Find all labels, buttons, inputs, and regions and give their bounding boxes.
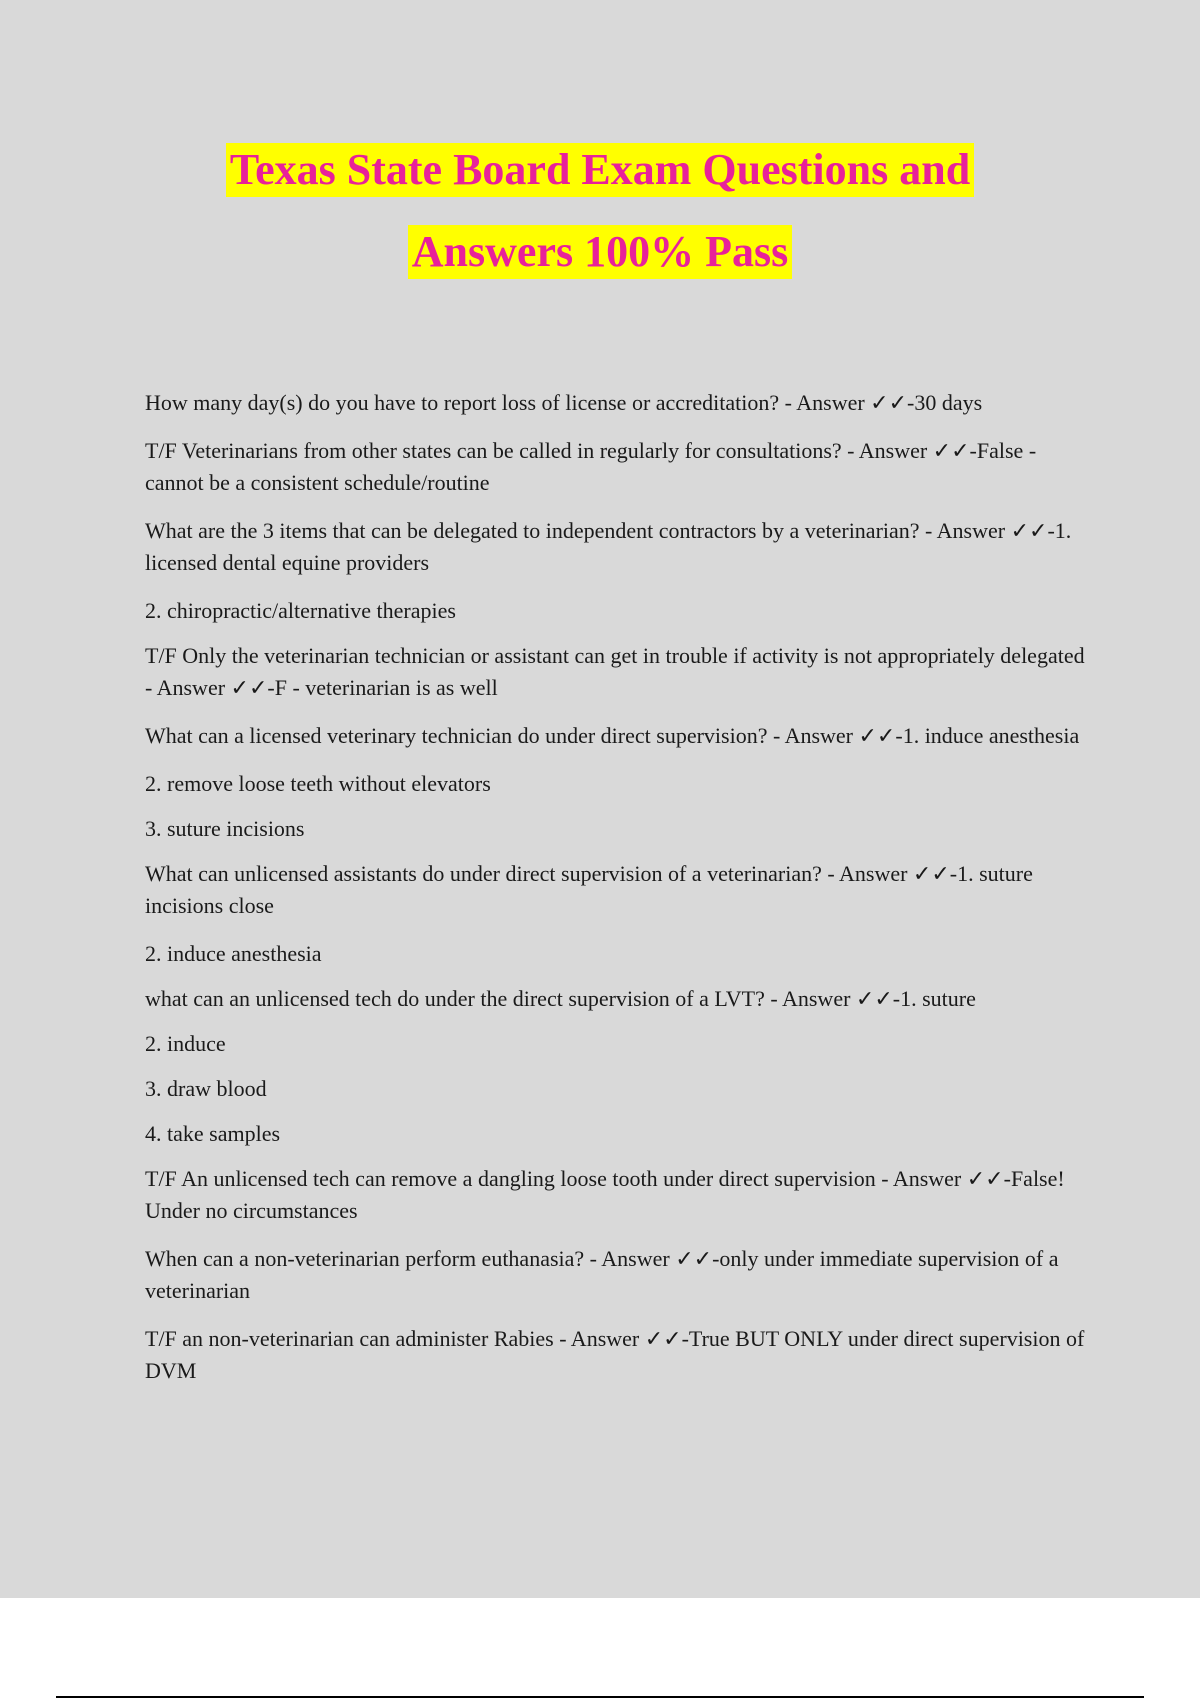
qa-paragraph: T/F Veterinarians from other states can be called in regularly for consultations? - Answer ✓✓-False - cannot be a consistent schedule/routine (145, 438, 1037, 495)
qa-paragraph: When can a non-veterinarian perform euthanasia? - Answer ✓✓-only under immediate supervision of a veterinarian (145, 1246, 1059, 1303)
answer-list-item: 4. take samples (145, 1121, 281, 1146)
title-line-1: Texas State Board Exam Questions and (226, 143, 974, 197)
answer-list-item: 2. induce (145, 1031, 226, 1056)
qa-paragraph: What are the 3 items that can be delegated to independent contractors by a veterinarian? - Answer ✓✓-1. licensed dental equine providers (145, 518, 1072, 575)
qa-paragraph: T/F An unlicensed tech can remove a dangling loose tooth under direct supervision - Answer ✓✓-False! Under no circumstances (145, 1166, 1065, 1223)
answer-list-item: 2. chiropractic/alternative therapies (145, 598, 456, 623)
page-divider (56, 1696, 1144, 1698)
qa-paragraph: What can a licensed veterinary technician do under direct supervision? - Answer ✓✓-1. induce anesthesia (145, 723, 1080, 748)
title-line-2: Answers 100% Pass (408, 225, 792, 279)
answer-list-item: 2. induce anesthesia (145, 941, 322, 966)
answer-list-item: 2. remove loose teeth without elevators (145, 771, 491, 796)
qa-paragraph: How many day(s) do you have to report loss of license or accreditation? - Answer ✓✓-30 days (145, 390, 983, 415)
answer-list-item: 3. suture incisions (145, 816, 305, 841)
qa-paragraph: what can an unlicensed tech do under the direct supervision of a LVT? - Answer ✓✓-1. suture (145, 986, 976, 1011)
qa-paragraph: What can unlicensed assistants do under direct supervision of a veterinarian? - Answer ✓✓-1. suture incisions close (145, 861, 1033, 918)
qa-paragraph: T/F an non-veterinarian can administer Rabies - Answer ✓✓-True BUT ONLY under direct supervision of DVM (145, 1326, 1085, 1383)
document-title (0, 143, 1200, 279)
answer-list-item: 3. draw blood (145, 1076, 267, 1101)
qa-paragraph: T/F Only the veterinarian technician or assistant can get in trouble if activity is not appropriately delegated - Answer ✓✓-F - veterinarian is as well (145, 643, 1085, 700)
document-body (145, 387, 1085, 1403)
